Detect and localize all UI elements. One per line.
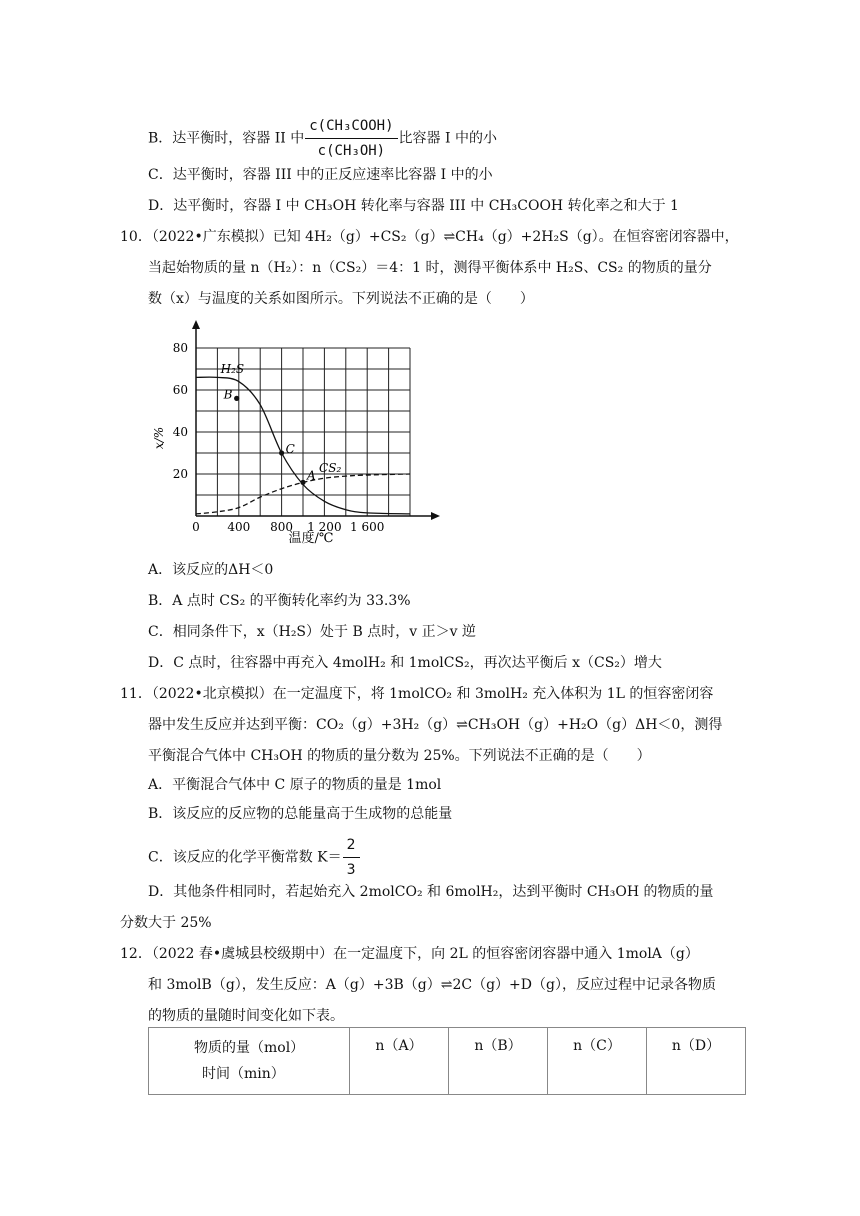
x-tick-label: 1 200 (307, 520, 342, 534)
chart-points (223, 387, 316, 485)
q12-stem-line3: 的物质的量随时间变化如下表。 (148, 1008, 344, 1024)
q9-option-b (148, 116, 497, 161)
q12-data-table (148, 1027, 746, 1095)
y-axis-label: x/% (152, 426, 166, 450)
chart-ticks (173, 341, 385, 534)
q10-stem-line3: 数（x）与温度的关系如图所示。下列说法不正确的是（ ） (148, 291, 534, 307)
q11-option-d-line1: D．其他条件相同时，若起始充入 2molCO₂ 和 6molH₂，达到平衡时 CH₃OH 的物质的量 (148, 884, 714, 900)
row-label: 物质的量（mol） (194, 1040, 305, 1056)
table-header-cell: n（A） (350, 1028, 449, 1095)
q10-option-d: D．C 点时，往容器中再充入 4molH₂ 和 1molCS₂，再次达平衡后 x（CS₂）增大 (148, 655, 662, 671)
data-point-c (279, 450, 284, 455)
x-axis-arrow (431, 512, 440, 520)
concentration-ratio-fraction (305, 116, 397, 161)
x-tick-label: 1 600 (350, 520, 385, 534)
y-tick-label: 40 (172, 425, 188, 439)
q10-option-b: B．A 点时 CS₂ 的平衡转化率约为 33.3% (148, 593, 411, 609)
q11-option-d-line2: 分数大于 25% (120, 915, 212, 931)
y-axis-arrow (192, 320, 200, 329)
fraction-denominator: c(CH₃OH) (317, 143, 386, 159)
x-axis-label: 温度/℃ (288, 531, 334, 546)
table-header-cell: n（D） (647, 1028, 746, 1095)
q11-option-a: A．平衡混合气体中 C 原子的物质的量是 1mol (148, 777, 442, 793)
col-label: 时间（min） (202, 1066, 285, 1082)
data-point-a (300, 480, 305, 485)
y-tick-label: 60 (172, 383, 188, 397)
equilibrium-constant-fraction (343, 835, 360, 880)
table-header-corner (149, 1028, 350, 1095)
temperature-mole-fraction-chart (150, 320, 440, 550)
table-header-cell: n（C） (548, 1028, 647, 1095)
x-tick-label: 0 (192, 520, 200, 534)
x-tick-label: 400 (227, 520, 251, 534)
q10-option-c: C．相同条件下，x（H₂S）处于 B 点时，v 正＞v 逆 (148, 624, 476, 640)
fraction-denominator: 3 (346, 862, 356, 878)
q11-stem-line3: 平衡混合气体中 CH₃OH 的物质的量分数为 25%。下列说法不正确的是（ ） (148, 748, 651, 764)
point-label-c: C (285, 442, 295, 456)
q10-stem-line1: 10．（2022•广东模拟）已知 4H₂（g）+CS₂（g）⇌CH₄（g）+2H₂S（g）。在恒容密闭容器中， (120, 229, 739, 245)
q10-option-a: A．该反应的ΔH＜0 (148, 562, 274, 578)
series-label-h2s: H₂S (220, 362, 245, 377)
q9-option-d: D．达平衡时，容器 I 中 CH₃OH 转化率与容器 III 中 CH₃COOH 转化率之和大于 1 (148, 198, 679, 214)
q11-option-b: B．该反应的反应物的总能量高于生成物的总能量 (148, 806, 453, 822)
q9-option-c: C．达平衡时，容器 III 中的正反应速率比容器 I 中的小 (148, 167, 493, 183)
table-header-cell: n（B） (449, 1028, 548, 1095)
chart-axes (192, 320, 440, 520)
q12-stem-line2: 和 3molB（g），发生反应：A（g）+3B（g）⇌2C（g）+D（g），反应过程中记录各物质 (148, 977, 716, 993)
q10-stem-line2: 当起始物质的量 n（H₂）：n（CS₂）＝4：1 时，测得平衡体系中 H₂S、CS₂ 的物质的量分 (148, 260, 712, 276)
q11-stem-line1: 11．（2022•北京模拟）在一定温度下，将 1molCO₂ 和 3molH₂ 充入体积为 1L 的恒容密闭容 (120, 686, 714, 702)
fraction-numerator: c(CH₃COOH) (305, 116, 397, 139)
data-point-b (234, 396, 239, 401)
point-label-a: A (307, 468, 316, 483)
point-label-b: B (223, 387, 233, 402)
q11-stem-line2: 器中发生反应并达到平衡：CO₂（g）+3H₂（g）⇌CH₃OH（g）+H₂O（g）ΔH＜0，测得 (148, 717, 723, 733)
series-label-cs2: CS₂ (319, 460, 342, 475)
x-tick-label: 800 (270, 520, 294, 534)
q11-option-c (148, 835, 361, 880)
y-tick-label: 20 (172, 467, 188, 481)
q9-option-b-text: B．达平衡时，容器 II 中 (148, 130, 305, 147)
q9-option-b-tail: 比容器 I 中的小 (398, 130, 497, 147)
q11-option-c-text: C．该反应的化学平衡常数 K＝ (148, 849, 342, 866)
q12-stem-line1: 12．（2022 春•虞城县校级期中）在一定温度下，向 2L 的恒容密闭容器中通入 1molA（g） (120, 946, 699, 962)
fraction-numerator: 2 (343, 835, 360, 858)
table-row (149, 1028, 746, 1095)
y-tick-label: 80 (172, 341, 188, 355)
